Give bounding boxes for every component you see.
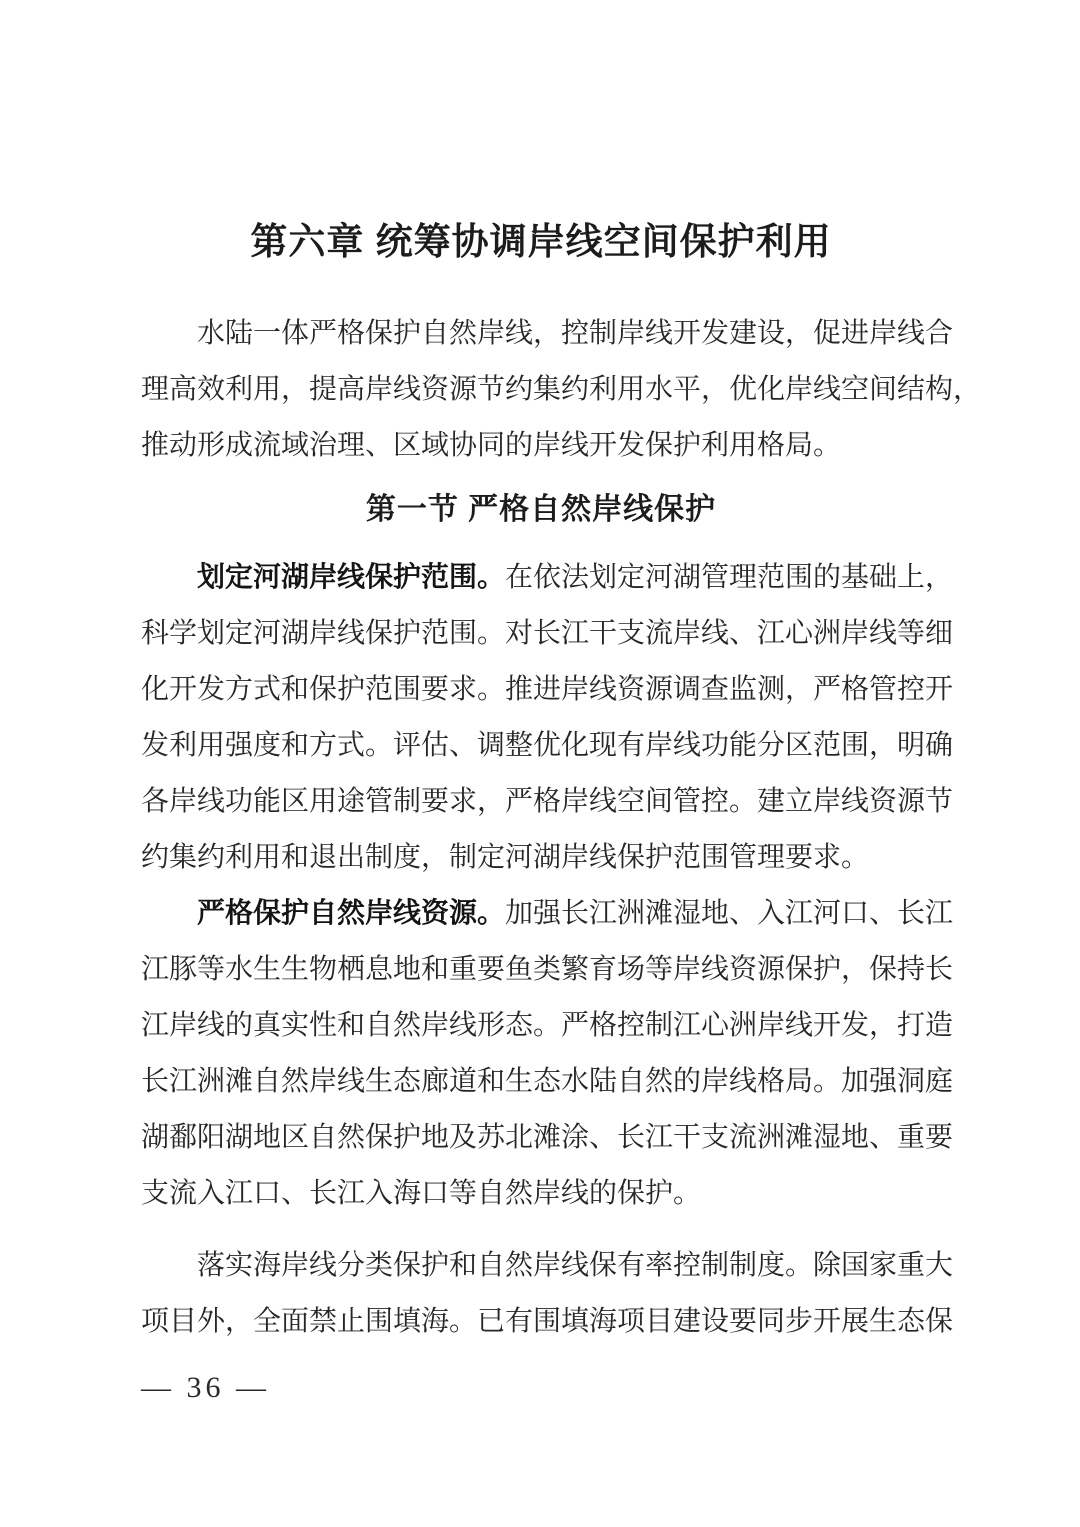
text-line [141, 886, 954, 942]
text-line: 各岸线功能区用途管制要求，严格岸线空间管控。建立岸线资源节 [141, 786, 954, 817]
text-line: 长江洲滩自然岸线生态廊道和生态水陆自然的岸线格局。加强洞庭 [141, 1066, 954, 1097]
text-segment: 加强长江洲滩湿地、入江河口、长江 [505, 898, 954, 929]
paragraph-intro [141, 306, 982, 474]
text-line: 支流入江口、长江入海口等自然岸线的保护。 [141, 1178, 702, 1209]
text-line: 化开发方式和保护范围要求。推进岸线资源调查监测，严格管控开 [141, 674, 954, 705]
text-line: 项目外，全面禁止围填海。已有围填海项目建设要同步开展生态保 [141, 1306, 954, 1337]
page-number: — 36 — [141, 1371, 270, 1404]
paragraph-delineate-scope [141, 550, 954, 886]
paragraph-coastline-control [141, 1238, 954, 1350]
text-line [141, 550, 954, 606]
text-line: 江豚等水生生物栖息地和重要鱼类繁育场等岸线资源保护，保持长 [141, 954, 954, 985]
text-line: 科学划定河湖岸线保护范围。对长江干支流岸线、江心洲岸线等细 [141, 618, 954, 649]
text-line: 发利用强度和方式。评估、调整优化现有岸线功能分区范围，明确 [141, 730, 954, 761]
section-heading: 第一节 严格自然岸线保护 [365, 493, 717, 526]
paragraph-protect-resources [141, 886, 954, 1222]
text-line: 水陆一体严格保护自然岸线，控制岸线开发建设，促进岸线合 [197, 318, 954, 349]
text-line: 江岸线的真实性和自然岸线形态。严格控制江心洲岸线开发，打造 [141, 1010, 954, 1041]
text-line: 理高效利用，提高岸线资源节约集约利用水平，优化岸线空间结构， [141, 374, 982, 405]
text-line: 约集约利用和退出制度，制定河湖岸线保护范围管理要求。 [141, 842, 870, 873]
text-line: 落实海岸线分类保护和自然岸线保有率控制制度。除国家重大 [197, 1250, 954, 1281]
text-segment: 在依法划定河湖管理范围的基础上， [505, 562, 954, 593]
paragraph-lead-bold: 划定河湖岸线保护范围。 [197, 562, 506, 593]
chapter-heading: 第六章 统筹协调岸线空间保护利用 [250, 221, 832, 262]
text-line: 推动形成流域治理、区域协同的岸线开发保护利用格局。 [141, 430, 842, 461]
text-line: 湖鄱阳湖地区自然保护地及苏北滩涂、长江干支流洲滩湿地、重要 [141, 1122, 954, 1153]
paragraph-lead-bold: 严格保护自然岸线资源。 [197, 898, 506, 929]
